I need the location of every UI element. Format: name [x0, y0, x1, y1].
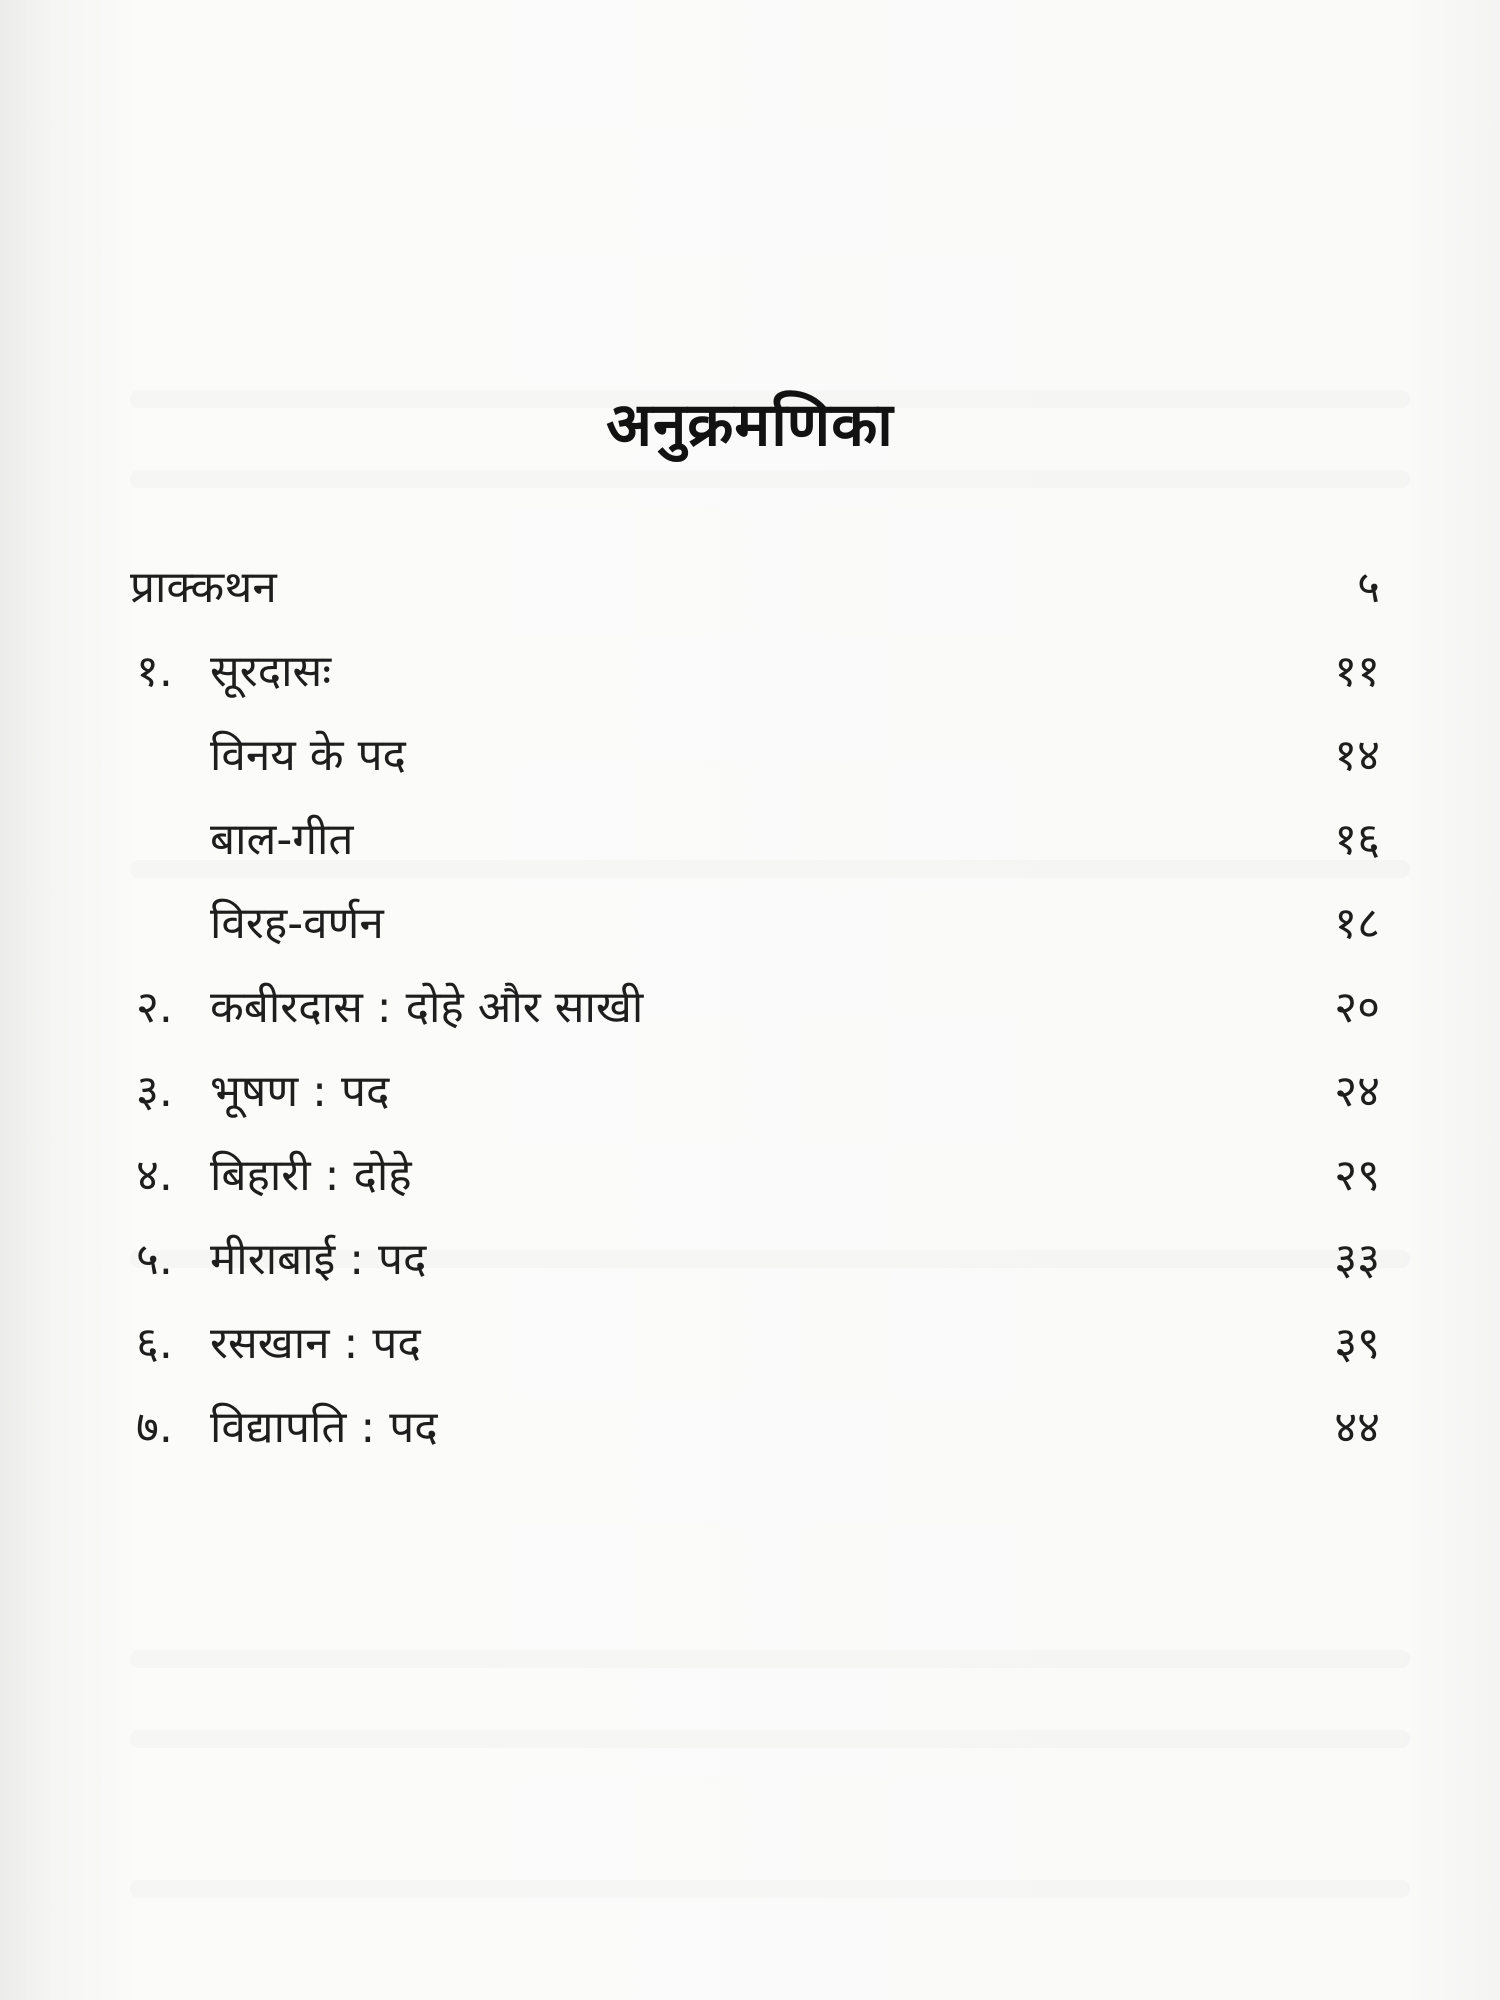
- toc-entry-number: ५.: [136, 1234, 173, 1285]
- toc-entry-number: ७.: [136, 1402, 173, 1453]
- toc-entry-label: कबीरदास : दोहे और साखी: [210, 982, 644, 1033]
- toc-entry-label: प्राक्कथन: [130, 562, 277, 613]
- toc-entry-label: विरह-वर्णन: [210, 898, 384, 949]
- toc-entry-number: ३.: [136, 1066, 173, 1117]
- toc-entry: [0, 553, 1500, 623]
- toc-entry: [0, 1309, 1500, 1379]
- toc-entry-page: ३३: [1334, 1234, 1380, 1285]
- toc-entry-page: २४: [1334, 1066, 1380, 1117]
- toc-entry-page: ४४: [1334, 1402, 1380, 1453]
- toc-entry-number: १.: [136, 646, 173, 697]
- toc-entry-number: २.: [136, 982, 173, 1033]
- toc-entry-page: १६: [1334, 814, 1380, 865]
- toc-entry-label: भूषण : पद: [210, 1066, 390, 1117]
- toc-entry-page: २०: [1334, 982, 1380, 1033]
- toc-subentry: [0, 805, 1500, 875]
- toc-entry: [0, 1057, 1500, 1127]
- toc-entry-label: विद्यापति : पद: [210, 1402, 438, 1453]
- toc-subentry: [0, 721, 1500, 791]
- toc-entry: [0, 1393, 1500, 1463]
- toc-entry-number: ६.: [136, 1318, 173, 1369]
- toc-subentry: [0, 889, 1500, 959]
- toc-entry-label: बिहारी : दोहे: [210, 1150, 412, 1201]
- toc-entry-label: रसखान : पद: [210, 1318, 421, 1369]
- toc-entry: [0, 1225, 1500, 1295]
- toc-entry-number: ४.: [136, 1150, 173, 1201]
- toc-entry-page: ५: [1357, 562, 1380, 613]
- toc-entry-page: २९: [1334, 1150, 1380, 1201]
- toc-entry-label: सूरदासः: [210, 646, 332, 697]
- toc-entry-page: १४: [1334, 730, 1380, 781]
- toc-entry: [0, 973, 1500, 1043]
- toc-entry-page: ११: [1334, 646, 1380, 697]
- toc-entry-page: १८: [1334, 898, 1380, 949]
- toc-entry: [0, 1141, 1500, 1211]
- page-title: अनुक्रमणिका: [606, 390, 894, 461]
- toc-entry-label: मीराबाई : पद: [210, 1234, 427, 1285]
- toc-entry-label: विनय के पद: [210, 730, 406, 781]
- toc-entry-page: ३९: [1334, 1318, 1380, 1369]
- toc-entry-label: बाल-गीत: [210, 814, 354, 865]
- toc-entry: [0, 637, 1500, 707]
